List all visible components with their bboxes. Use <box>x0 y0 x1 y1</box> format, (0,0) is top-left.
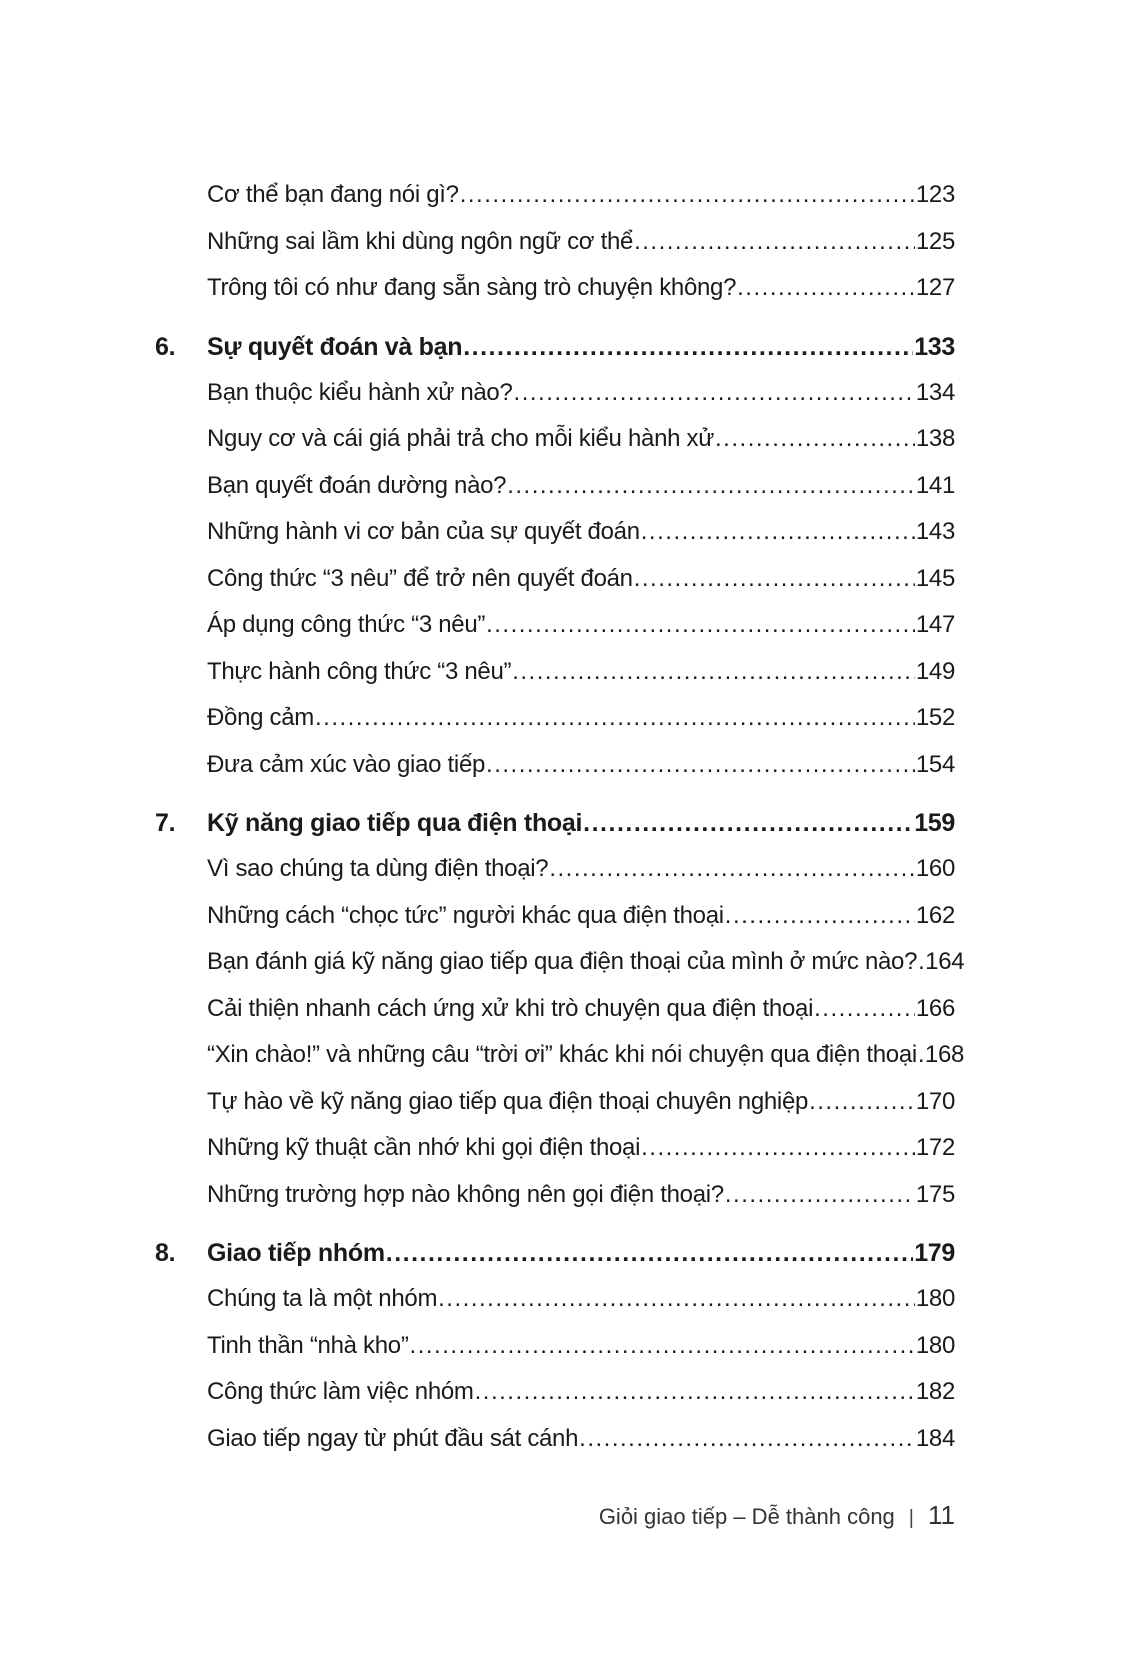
toc-title: Sự quyết đoán và bạn <box>207 332 463 361</box>
toc-chapter-number: 8. <box>155 1239 176 1267</box>
toc-leader-dots <box>486 742 915 789</box>
toc-entry-row <box>155 846 955 893</box>
toc-leader-dots <box>583 800 913 847</box>
toc-title: Bạn quyết đoán dường nào? <box>207 471 507 499</box>
toc-title: Chúng ta là một nhóm <box>207 1285 438 1312</box>
toc-entry-row <box>155 1125 955 1172</box>
footer-book-title: Giỏi giao tiếp – Dễ thành công <box>598 1504 895 1529</box>
toc-title: Tinh thần “nhà kho” <box>207 1331 409 1359</box>
toc-page-number: 164 <box>925 948 965 975</box>
toc-chapter-row <box>155 800 955 846</box>
toc-title: Bạn đánh giá kỹ năng giao tiếp qua điện thoại của mình ở mức nào? <box>207 948 918 975</box>
toc-leader-dots <box>918 1032 924 1079</box>
toc-entry-row <box>155 1276 955 1323</box>
toc-leader-dots <box>814 986 915 1033</box>
toc-title: “Xin chào!” và những câu “trời ơi” khác khi nói chuyện qua điện thoại <box>207 1041 917 1068</box>
toc-entry-row <box>155 1172 955 1219</box>
toc-page-number: 159 <box>914 809 955 837</box>
toc-leader-dots <box>460 172 915 219</box>
toc-entry-row <box>155 1032 965 1079</box>
toc-entry-row <box>155 986 955 1033</box>
toc-entry-row <box>155 172 955 219</box>
toc-entry-row <box>155 1079 955 1126</box>
toc-page-number: 162 <box>915 901 955 929</box>
toc-page-number: 149 <box>915 657 955 685</box>
toc-title: Cơ thể bạn đang nói gì? <box>207 181 459 208</box>
toc-title: Công thức làm việc nhóm <box>207 1378 474 1405</box>
toc-page-number: 125 <box>915 227 955 255</box>
toc-page-number: 141 <box>915 471 955 499</box>
toc-chapter-number: 7. <box>155 809 176 837</box>
toc-title: Tự hào về kỹ năng giao tiếp qua điện thoại chuyên nghiệp <box>207 1087 809 1115</box>
toc-entry-row <box>155 265 955 312</box>
toc-title: Bạn thuộc kiểu hành xử nào? <box>207 378 513 406</box>
toc-entry-row <box>155 1323 955 1370</box>
toc-page-number: 168 <box>924 1041 965 1068</box>
toc-page-number: 179 <box>914 1239 955 1267</box>
toc-title: Trông tôi có như đang sẵn sàng trò chuyện không? <box>207 274 737 301</box>
toc-title: Những hành vi cơ bản của sự quyết đoán <box>207 518 640 545</box>
toc-chapter-row <box>155 1230 955 1276</box>
toc-title: Công thức “3 nêu” để trở nên quyết đoán <box>207 564 633 592</box>
toc-title: Những kỹ thuật cần nhớ khi gọi điện thoại <box>207 1134 641 1161</box>
toc-entry-row <box>155 939 965 986</box>
toc-page-number: 166 <box>915 994 955 1022</box>
toc-title: Những sai lầm khi dùng ngôn ngữ cơ thể <box>207 227 634 255</box>
toc-chapter-number: 6. <box>155 332 176 361</box>
toc-page-number: 180 <box>915 1331 955 1359</box>
footer-separator: | <box>908 1507 914 1529</box>
toc-leader-dots <box>641 1125 915 1172</box>
toc-page-number: 172 <box>915 1134 955 1161</box>
toc-page-number: 147 <box>915 611 955 638</box>
toc-leader-dots <box>514 370 915 417</box>
toc-page-number: 160 <box>915 855 955 882</box>
toc-entry-row <box>155 463 955 510</box>
toc-page-number: 182 <box>915 1378 955 1405</box>
toc-title: Đưa cảm xúc vào giao tiếp <box>207 750 486 778</box>
toc-title: Giao tiếp nhóm <box>207 1239 385 1267</box>
toc-leader-dots <box>410 1323 915 1370</box>
toc-title: Đồng cảm <box>207 704 314 731</box>
toc-leader-dots <box>634 219 915 266</box>
toc-title: Cải thiện nhanh cách ứng xử khi trò chuyện qua điện thoại <box>207 994 814 1022</box>
toc-leader-dots <box>918 939 924 986</box>
toc-page-number: 152 <box>915 704 955 731</box>
toc-leader-dots <box>579 1416 915 1463</box>
toc-page-number: 175 <box>915 1180 955 1208</box>
toc-title: Vì sao chúng ta dùng điện thoại? <box>207 855 549 882</box>
toc-page-number: 180 <box>915 1285 955 1312</box>
toc-leader-dots <box>507 463 915 510</box>
toc-leader-dots <box>737 265 915 312</box>
toc-title: Những trường hợp nào không nên gọi điện thoại? <box>207 1180 724 1208</box>
toc-entry-row <box>155 556 955 603</box>
toc-leader-dots <box>725 1172 915 1219</box>
toc-leader-dots <box>725 893 915 940</box>
toc-page-number: 184 <box>915 1424 955 1452</box>
toc-entry-row <box>155 695 955 742</box>
toc-title: Giao tiếp ngay từ phút đầu sát cánh <box>207 1424 579 1452</box>
toc-leader-dots <box>438 1276 915 1323</box>
toc-leader-dots <box>641 509 915 556</box>
toc-chapter-row <box>155 324 955 370</box>
toc-entry-row <box>155 1369 955 1416</box>
toc-leader-dots <box>549 846 915 893</box>
toc-leader-dots <box>634 556 915 603</box>
toc-leader-dots <box>463 324 913 371</box>
toc-title: Những cách “chọc tức” người khác qua điện thoại <box>207 901 724 929</box>
toc-page-number: 123 <box>915 181 955 208</box>
toc-title: Thực hành công thức “3 nêu” <box>207 657 512 685</box>
toc-entry-row <box>155 370 955 417</box>
toc-leader-dots <box>809 1079 915 1126</box>
toc-page-number: 127 <box>915 274 955 301</box>
toc-page-number: 143 <box>915 518 955 545</box>
toc-entry-row <box>155 219 955 266</box>
toc-page-number: 133 <box>914 332 955 361</box>
toc-leader-dots <box>315 695 915 742</box>
toc-page-number: 170 <box>915 1087 955 1115</box>
toc-page-number: 138 <box>915 425 955 452</box>
toc-leader-dots <box>475 1369 915 1416</box>
footer-page-number: 11 <box>928 1500 955 1530</box>
toc-title: Áp dụng công thức “3 nêu” <box>207 611 486 638</box>
toc-entry-row <box>155 742 955 789</box>
page-footer <box>580 1500 955 1531</box>
toc-entry-row <box>155 893 955 940</box>
toc-page-number: 134 <box>915 378 955 406</box>
toc-leader-dots <box>715 416 915 463</box>
toc-entry-row <box>155 649 955 696</box>
toc-entry-row <box>155 602 955 649</box>
toc-leader-dots <box>512 649 915 696</box>
toc-leader-dots <box>386 1230 913 1277</box>
table-of-contents <box>155 172 965 1462</box>
toc-title: Kỹ năng giao tiếp qua điện thoại <box>207 809 583 837</box>
toc-leader-dots <box>486 602 915 649</box>
toc-title: Nguy cơ và cái giá phải trả cho mỗi kiểu hành xử <box>207 425 715 452</box>
toc-entry-row <box>155 1416 955 1463</box>
toc-page-number: 145 <box>915 564 955 592</box>
toc-page-number: 154 <box>915 750 955 778</box>
toc-entry-row <box>155 509 955 556</box>
toc-entry-row <box>155 416 955 463</box>
